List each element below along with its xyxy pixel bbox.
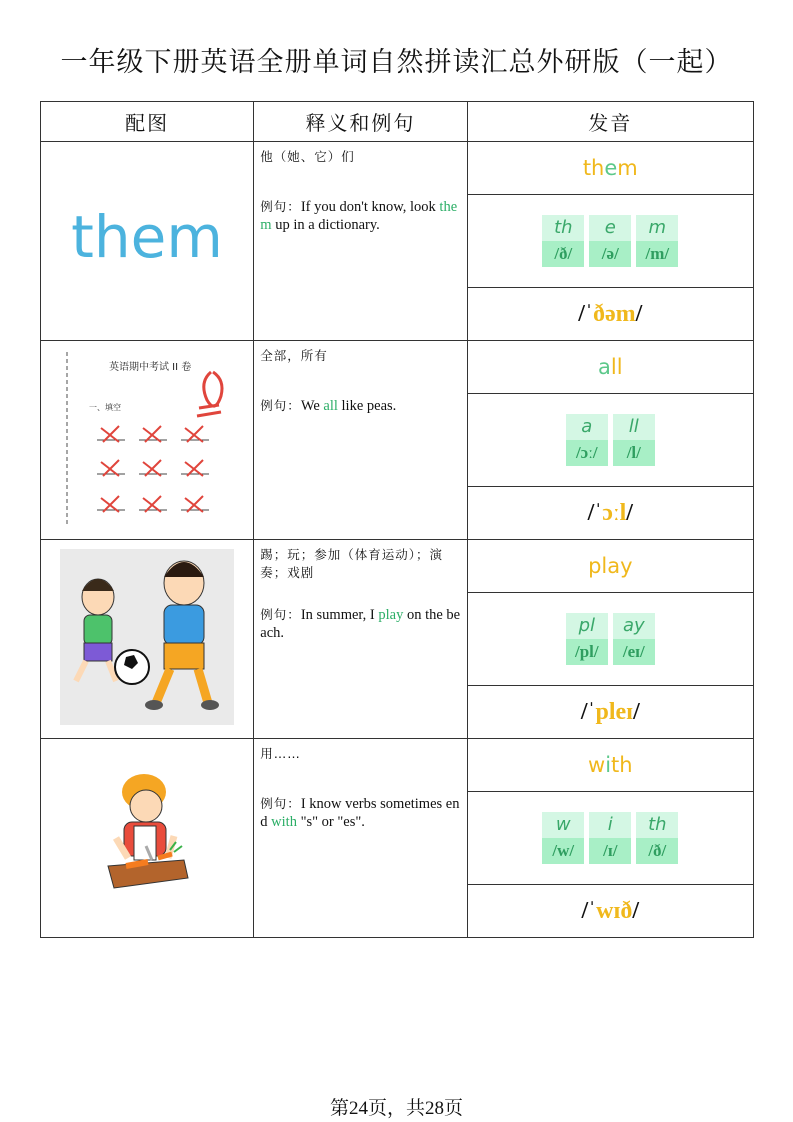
header-pronunciation: 发音 (467, 102, 753, 142)
example-sentence (260, 795, 460, 831)
word-vowel: ay (607, 554, 633, 578)
example-keyword: play (378, 607, 404, 623)
exam-paper-image (61, 352, 233, 524)
them-word-image (47, 199, 247, 279)
word-part: m (617, 156, 638, 180)
example-label: 例句： (260, 607, 301, 622)
phonics-chunk: a /ɔː/ (566, 414, 608, 466)
example-sentence (260, 198, 460, 234)
ipa-text: ðəm (592, 300, 636, 327)
them-picture-word: them (71, 203, 223, 271)
example-keyword: with (271, 814, 297, 830)
ipa-cell: /ˈðəm/ (467, 288, 753, 341)
phonics-chunk: i /ɪ/ (589, 812, 631, 864)
example-before: I know verbs sometimes end (260, 796, 460, 830)
phonics-chunk: ay /eɪ/ (613, 613, 655, 665)
example-after: like peas. (337, 398, 397, 414)
ipa-cell: /ˈɔːl/ (467, 487, 753, 540)
phonics-chunk: e /ə/ (589, 215, 631, 267)
phonics-chunk: th /ð/ (542, 215, 584, 267)
ipa-text: pleɪ (595, 698, 634, 725)
picture-cell (41, 142, 254, 341)
picture-cell (41, 341, 254, 540)
example-after: up in a dictionary. (271, 217, 380, 233)
boy-cutting-carrots-image (102, 770, 192, 902)
header-picture: 配图 (41, 102, 254, 142)
definition-cell (254, 540, 467, 739)
phonics-chunk: th /ð/ (636, 812, 678, 864)
example-after: on the beach. (260, 607, 461, 641)
svg-text:一、填空: 一、填空 (89, 403, 122, 412)
phonics-chunks-cell (467, 792, 753, 885)
example-before: In summer, I (300, 607, 379, 623)
phonics-chunks-cell (467, 195, 753, 288)
definition-cell (254, 142, 467, 341)
example-label: 例句： (260, 398, 301, 413)
word-table (40, 101, 754, 938)
example-label: 例句： (260, 796, 301, 811)
definition-cell (254, 341, 467, 540)
phonics-chunks-cell (467, 593, 753, 686)
example-sentence (260, 397, 460, 415)
example-before: If you don't know, look (300, 199, 440, 215)
meaning-text: 他（她、它）们 (260, 149, 355, 164)
table-row (41, 142, 754, 195)
page-footer: 第24页，共28页 (329, 1098, 463, 1119)
phonics-chunks-cell (467, 394, 753, 487)
ipa-cell: /ˈpleɪ/ (467, 686, 753, 739)
example-keyword: all (323, 398, 338, 414)
phonics-chunk: w /w/ (542, 812, 584, 864)
example-keyword: them (260, 199, 458, 233)
word-vowel: e (604, 156, 618, 180)
picture-cell (41, 540, 254, 739)
colored-word-cell (467, 142, 753, 195)
meaning-text: 全部，所有 (260, 348, 328, 363)
word-vowel: i (605, 753, 612, 777)
word-part: th (611, 753, 633, 777)
colored-word-cell (467, 739, 753, 792)
phonics-chunk: m /m/ (636, 215, 678, 267)
ipa-cell: /ˈwɪð/ (467, 885, 753, 938)
word-part: w (588, 753, 606, 777)
word-part: pl (588, 554, 608, 578)
example-sentence (260, 606, 460, 642)
definition-cell (254, 739, 467, 938)
table-header-row (41, 102, 754, 142)
phonics-chunk: pl /pl/ (566, 613, 608, 665)
example-label: 例句： (260, 199, 301, 214)
colored-word-cell (467, 341, 753, 394)
example-after: "s" or "es". (296, 814, 365, 830)
kids-playing-soccer-image (60, 549, 234, 725)
phonics-chunk: ll /l/ (613, 414, 655, 466)
header-meaning: 释义和例句 (254, 102, 467, 142)
word-part: ll (610, 355, 623, 379)
word-vowel: a (598, 355, 611, 379)
meaning-text: 用…… (260, 746, 301, 761)
example-before: We (300, 398, 324, 414)
colored-word-cell (467, 540, 753, 593)
table-row (41, 341, 754, 394)
ipa-text: wɪð (596, 897, 633, 924)
page-title: 一年级下册英语全册单词自然拼读汇总外研版（一起） (60, 47, 733, 78)
table-row (41, 540, 754, 593)
exam-title: 英语期中考试 II 卷 (109, 362, 192, 373)
ipa-text: ɔːl (602, 499, 627, 526)
word-part: th (582, 156, 605, 180)
table-row (41, 739, 754, 792)
meaning-text: 踢；玩；参加（体育运动）；演奏；戏剧 (260, 547, 444, 580)
picture-cell (41, 739, 254, 938)
